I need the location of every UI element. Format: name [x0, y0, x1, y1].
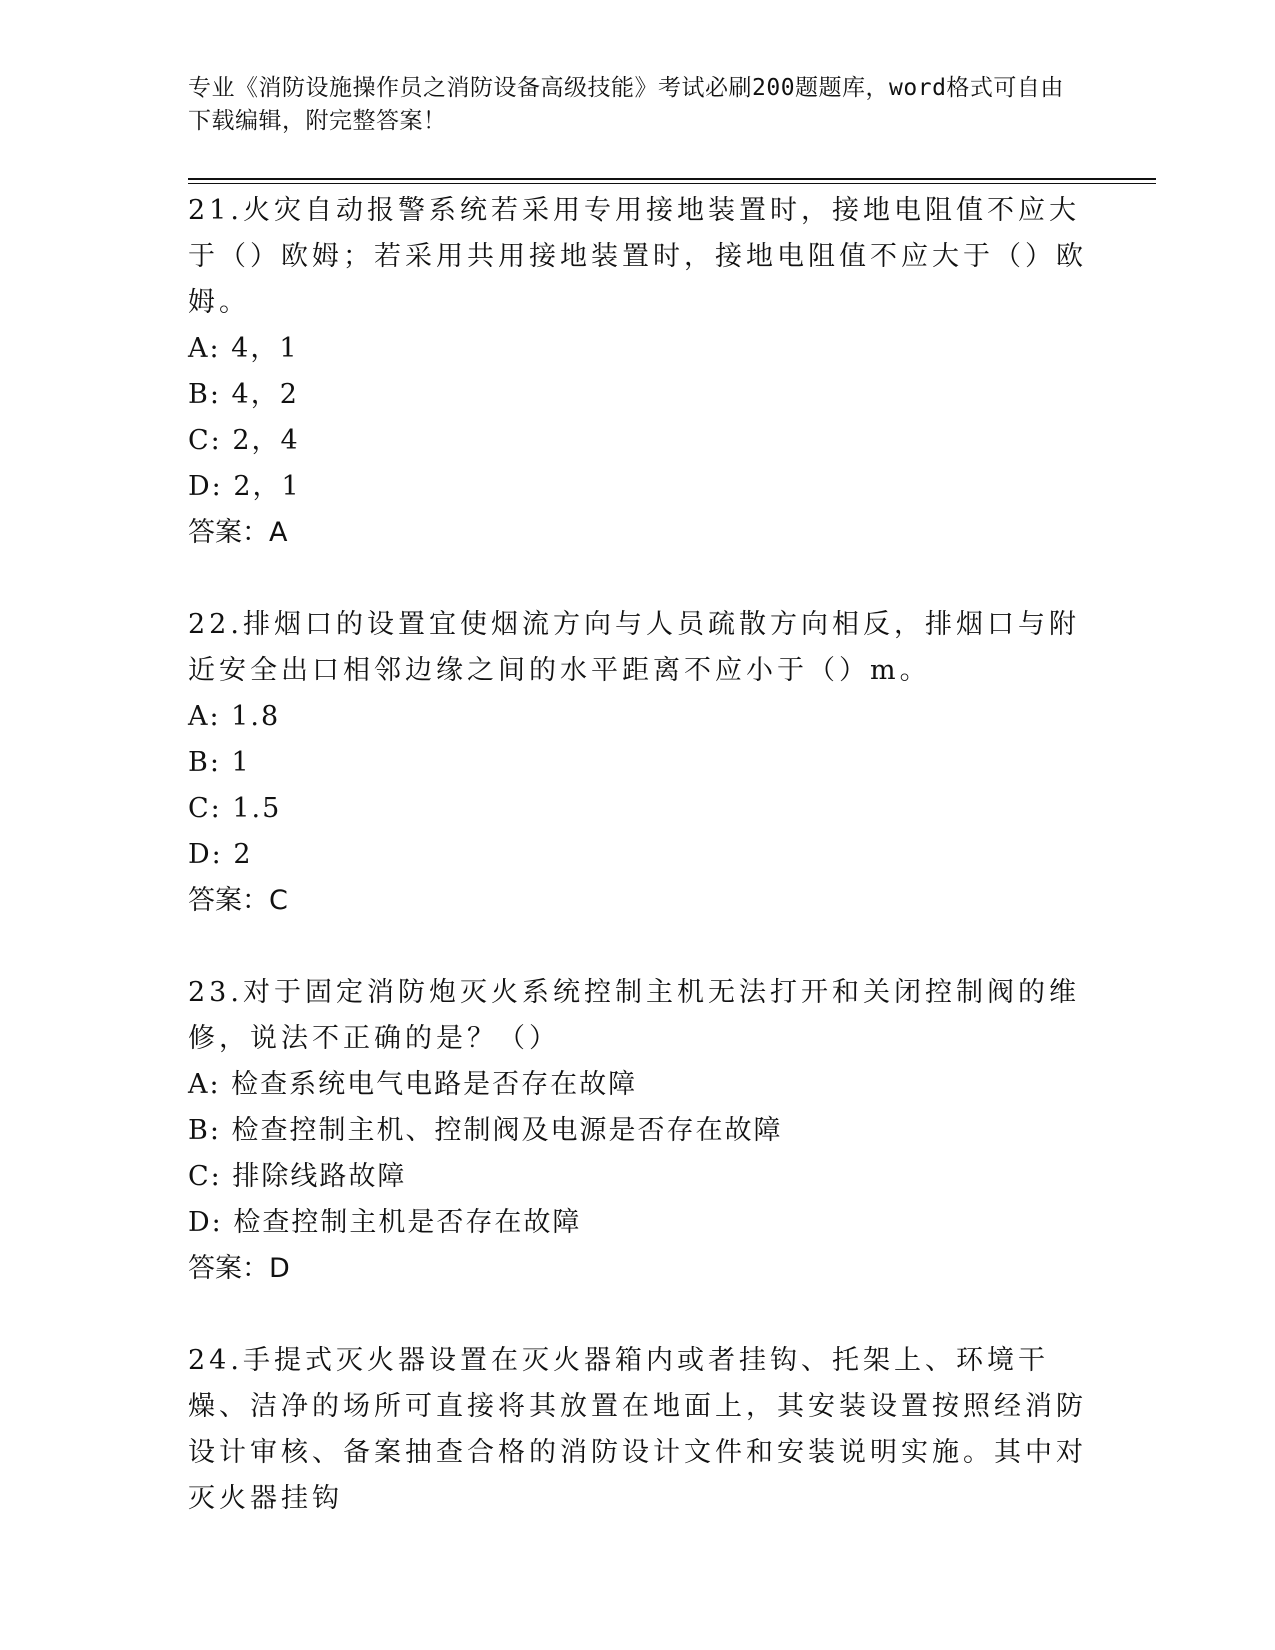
- header-divider: [188, 178, 1156, 180]
- option-c: C: 2，4: [188, 425, 300, 456]
- option-d: D: 2: [188, 839, 253, 870]
- question-22: [188, 602, 1088, 924]
- answer: 答案：D: [188, 1253, 290, 1284]
- header-divider-thin: [188, 183, 1156, 184]
- option-a: A: 1.8: [188, 701, 281, 732]
- option-a: A: 4，1: [188, 333, 299, 364]
- question-21: [188, 188, 1088, 556]
- option-b: B: 1: [188, 747, 251, 778]
- question-23: [188, 970, 1088, 1292]
- document-header: 专业《消防设施操作员之消防设备高级技能》考试必刷200题题库，word格式可自由下载编辑，附完整答案！: [188, 75, 1064, 134]
- option-c: C: 1.5: [188, 793, 282, 824]
- answer: 答案：C: [188, 885, 288, 916]
- option-c: C: 排除线路故障: [188, 1161, 407, 1192]
- option-b: B: 检查控制主机、控制阀及电源是否存在故障: [188, 1115, 783, 1146]
- question-text: 21.火灾自动报警系统若采用专用接地装置时，接地电阻值不应大于（）欧姆；若采用共用接地装置时，接地电阻值不应大于（）欧姆。: [188, 195, 1087, 318]
- option-d: D: 2，1: [188, 471, 301, 502]
- question-text: 22.排烟口的设置宜使烟流方向与人员疏散方向相反，排烟口与附近安全出口相邻边缘之间的水平距离不应小于（）m。: [188, 609, 1080, 686]
- option-b: B: 4，2: [188, 379, 299, 410]
- answer: 答案：A: [188, 517, 288, 548]
- question-list: [188, 188, 1088, 1568]
- option-d: D: 检查控制主机是否存在故障: [188, 1207, 582, 1238]
- option-a: A: 检查系统电气电路是否存在故障: [188, 1069, 638, 1100]
- question-24: [188, 1338, 1088, 1522]
- question-text: 23.对于固定消防炮灭火系统控制主机无法打开和关闭控制阀的维修，说法不正确的是？（）: [188, 977, 1080, 1054]
- question-text: 24.手提式灭火器设置在灭火器箱内或者挂钩、托架上、环境干燥、洁净的场所可直接将其放置在地面上，其安装设置按照经消防设计审核、备案抽查合格的消防设计文件和安装说明实施。其中对灭火器挂钩: [188, 1345, 1087, 1514]
